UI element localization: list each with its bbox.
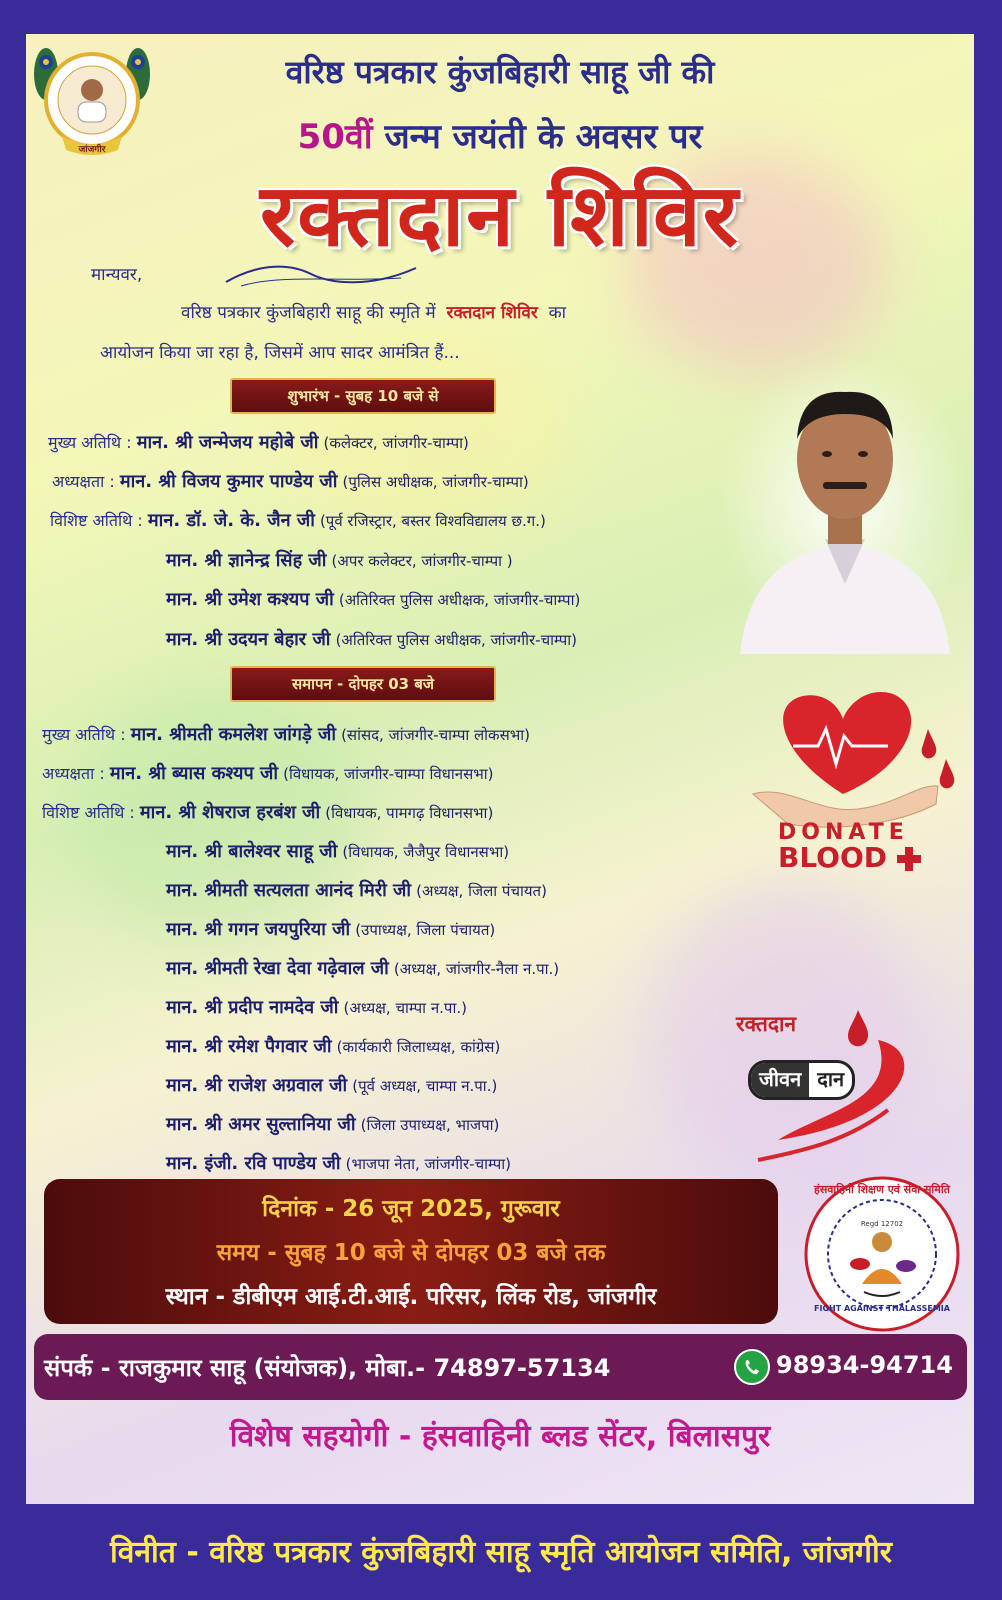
donate-text: DONATE: [778, 820, 909, 845]
footer-text: विनीत - वरिष्ठ पत्रकार कुंजबिहारी साहू स्मृति आयोजन समिति, जांजगीर: [109, 1535, 893, 1570]
guest-role: अध्यक्षता :: [52, 472, 115, 491]
signature-flourish-icon: [221, 260, 421, 290]
guest-role: विशिष्ट अतिथि :: [42, 803, 135, 822]
guest-name: मान. श्रीमती रेखा देवा गढ़ेवाल जी: [166, 958, 389, 979]
guest-designation: (उपाध्यक्ष, जिला पंचायत): [355, 921, 496, 939]
raktdaan-text: रक्तदान: [736, 1012, 797, 1036]
seal-subtext: FIGHT AGAINST THALASSEMIA: [814, 1304, 950, 1313]
guest-row: [42, 722, 530, 746]
guest-row: [166, 917, 495, 941]
guest-row: [166, 839, 509, 863]
guest-name: मान. श्री रमेश पैगवार जी: [166, 1036, 332, 1057]
event-details-box: [44, 1179, 778, 1324]
event-venue: स्थान - डीबीएम आई.टी.आई. परिसर, लिंक रोड, जांजगीर: [165, 1284, 657, 1310]
guest-row: [166, 878, 547, 902]
intro-line1-text: वरिष्ठ पत्रकार कुंजबिहारी साहू की स्मृति में: [181, 303, 436, 323]
guest-row: [42, 761, 494, 785]
header-line1: वरिष्ठ पत्रकार कुंजबिहारी साहू जी की: [285, 53, 715, 91]
guest-designation: (विधायक, पामगढ़ विधानसभा): [325, 804, 494, 822]
guest-row: [166, 1073, 497, 1097]
guest-name: मान. श्री विजय कुमार पाण्डेय जी: [119, 471, 338, 492]
guest-designation: (अपर कलेक्टर, जांजगीर-चाम्पा ): [331, 552, 513, 570]
samiti-seal: [802, 1174, 962, 1334]
event-time: समय - सुबह 10 बजे से दोपहर 03 बजे तक: [216, 1240, 606, 1266]
guest-designation: (भाजपा नेता, जांजगीर-चाम्पा): [345, 1155, 512, 1173]
special-partner: विशेष सहयोगी - हंसवाहिनी ब्लड सेंटर, बिलासपुर: [229, 1419, 771, 1454]
intro-line1: [181, 300, 566, 323]
seal-ring-text: हंसवाहिनी शिक्षण एवं सेवा समिति: [814, 1183, 950, 1196]
guest-row: [166, 1151, 511, 1175]
guest-name: मान. श्री उमेश कश्यप जी: [166, 589, 334, 610]
guest-row: [166, 956, 559, 980]
opening-ribbon: शुभारंभ - सुबह 10 बजे से: [230, 378, 496, 414]
guest-designation: (अध्यक्ष, जांजगीर-नैला न.पा.): [393, 960, 560, 978]
footer-bar: [0, 1504, 1002, 1600]
guest-row: [166, 1112, 499, 1136]
guest-name: मान. श्री राजेश अग्रवाल जी: [166, 1075, 348, 1096]
whatsapp-icon: [734, 1349, 770, 1385]
daan-text: दान: [817, 1067, 845, 1091]
guest-name: मान. श्री जन्मेजय महोबे जी: [136, 432, 319, 453]
blood-text-row: [778, 841, 928, 874]
contact-text: संपर्क - राजकुमार साहू (संयोजक), मोबा.- 74897-57134: [44, 1354, 611, 1382]
event-title: रक्तदान शिविर: [260, 165, 740, 266]
closing-ribbon: समापन - दोपहर 03 बजे: [230, 666, 496, 702]
guest-name: मान. श्रीमती कमलेश जांगड़े जी: [130, 724, 336, 745]
guest-role: मुख्य अतिथि :: [42, 725, 126, 744]
guest-name: मान. श्री ब्यास कश्यप जी: [109, 763, 279, 784]
guest-designation: (कार्यकारी जिलाध्यक्ष, कांग्रेस): [336, 1038, 501, 1056]
salutation: मान्यवर,: [91, 265, 143, 285]
guest-designation: (विधायक, जैजैपुर विधानसभा): [342, 843, 510, 861]
guest-designation: (पूर्व अध्यक्ष, चाम्पा न.पा.): [352, 1077, 498, 1095]
guest-name: मान. श्री प्रदीप नामदेव जी: [166, 997, 339, 1018]
guest-designation: (पूर्व रजिस्ट्रार, बस्तर विश्वविद्यालय छ.ग.): [319, 512, 546, 530]
heart-hand-illustration: [748, 674, 968, 834]
guest-designation: (जिला उपाध्यक्ष, भाजपा): [360, 1116, 500, 1134]
guest-row: [166, 627, 577, 651]
seal-regd: Regd 12702: [860, 1220, 904, 1228]
portrait-photo: [720, 334, 970, 654]
intro-line2: आयोजन किया जा रहा है, जिसमें आप सादर आमंत्रित हैं...: [100, 343, 460, 363]
guest-designation: (अध्यक्ष, चाम्पा न.पा.): [343, 999, 467, 1017]
intro-line1-end: का: [548, 303, 567, 323]
guest-name: मान. डॉ. जे. के. जैन जी: [147, 510, 315, 531]
guest-designation: (कलेक्टर, जांजगीर-चाम्पा): [323, 434, 469, 452]
guest-designation: (अतिरिक्त पुलिस अधीक्षक, जांजगीर-चाम्पा): [338, 591, 581, 609]
guest-name: मान. श्री उदयन बेहार जी: [166, 629, 331, 650]
guest-row: [166, 548, 513, 572]
medical-cross-icon: [897, 847, 921, 871]
jeevan-text: जीवन: [751, 1063, 809, 1097]
intro-highlight: रक्तदान शिविर: [446, 303, 538, 323]
event-date: दिनांक - 26 जून 2025, गुरूवार: [262, 1196, 560, 1222]
guest-designation: (विधायक, जांजगीर-चाम्पा विधानसभा): [283, 765, 494, 783]
contact-bar: [34, 1334, 967, 1400]
header-line2: [26, 112, 974, 158]
guest-row: [166, 995, 467, 1019]
guest-name: मान. श्री अमर सुल्तानिया जी: [166, 1114, 356, 1135]
guest-row: [52, 469, 529, 493]
guest-row: [166, 1034, 500, 1058]
poster-panel: [26, 34, 974, 1504]
jeevan-daan-pill: [748, 1060, 855, 1100]
guest-designation: (सांसद, जांजगीर-चाम्पा लोकसभा): [341, 726, 530, 744]
whatsapp-number: 98934-94714: [776, 1351, 953, 1379]
guest-row: [50, 508, 546, 532]
guest-row: [48, 430, 469, 454]
guest-role: अध्यक्षता :: [42, 764, 105, 783]
anniversary-number: 50वीं: [297, 117, 373, 157]
guest-name: मान. श्रीमती सत्यलता आनंद मिरी जी: [166, 880, 412, 901]
logo-caption: जांजगीर: [78, 145, 106, 155]
guest-role: विशिष्ट अतिथि :: [50, 511, 143, 530]
donate-blood-logo: [778, 820, 928, 874]
guest-name: मान. श्री शेषराज हरबंश जी: [139, 802, 321, 823]
guest-name: मान. श्री गगन जयपुरिया जी: [166, 919, 351, 940]
header-line2-text: जन्म जयंती के अवसर पर: [384, 117, 703, 157]
guest-designation: (अध्यक्ष, जिला पंचायत): [416, 882, 547, 900]
guest-designation: (अतिरिक्त पुलिस अधीक्षक, जांजगीर-चाम्पा): [335, 631, 578, 649]
guest-row: [166, 587, 580, 611]
guest-row: [42, 800, 493, 824]
raktdaan-jeevandaan-logo: [738, 1000, 928, 1180]
guest-name: मान. इंजी. रवि पाण्डेय जी: [166, 1153, 341, 1174]
guest-role: मुख्य अतिथि :: [48, 433, 132, 452]
blood-text: BLOOD: [778, 841, 888, 874]
guest-designation: (पुलिस अधीक्षक, जांजगीर-चाम्पा): [342, 473, 529, 491]
guest-name: मान. श्री बालेश्वर साहू जी: [166, 841, 338, 862]
guest-name: मान. श्री ज्ञानेन्द्र सिंह जी: [166, 550, 327, 571]
